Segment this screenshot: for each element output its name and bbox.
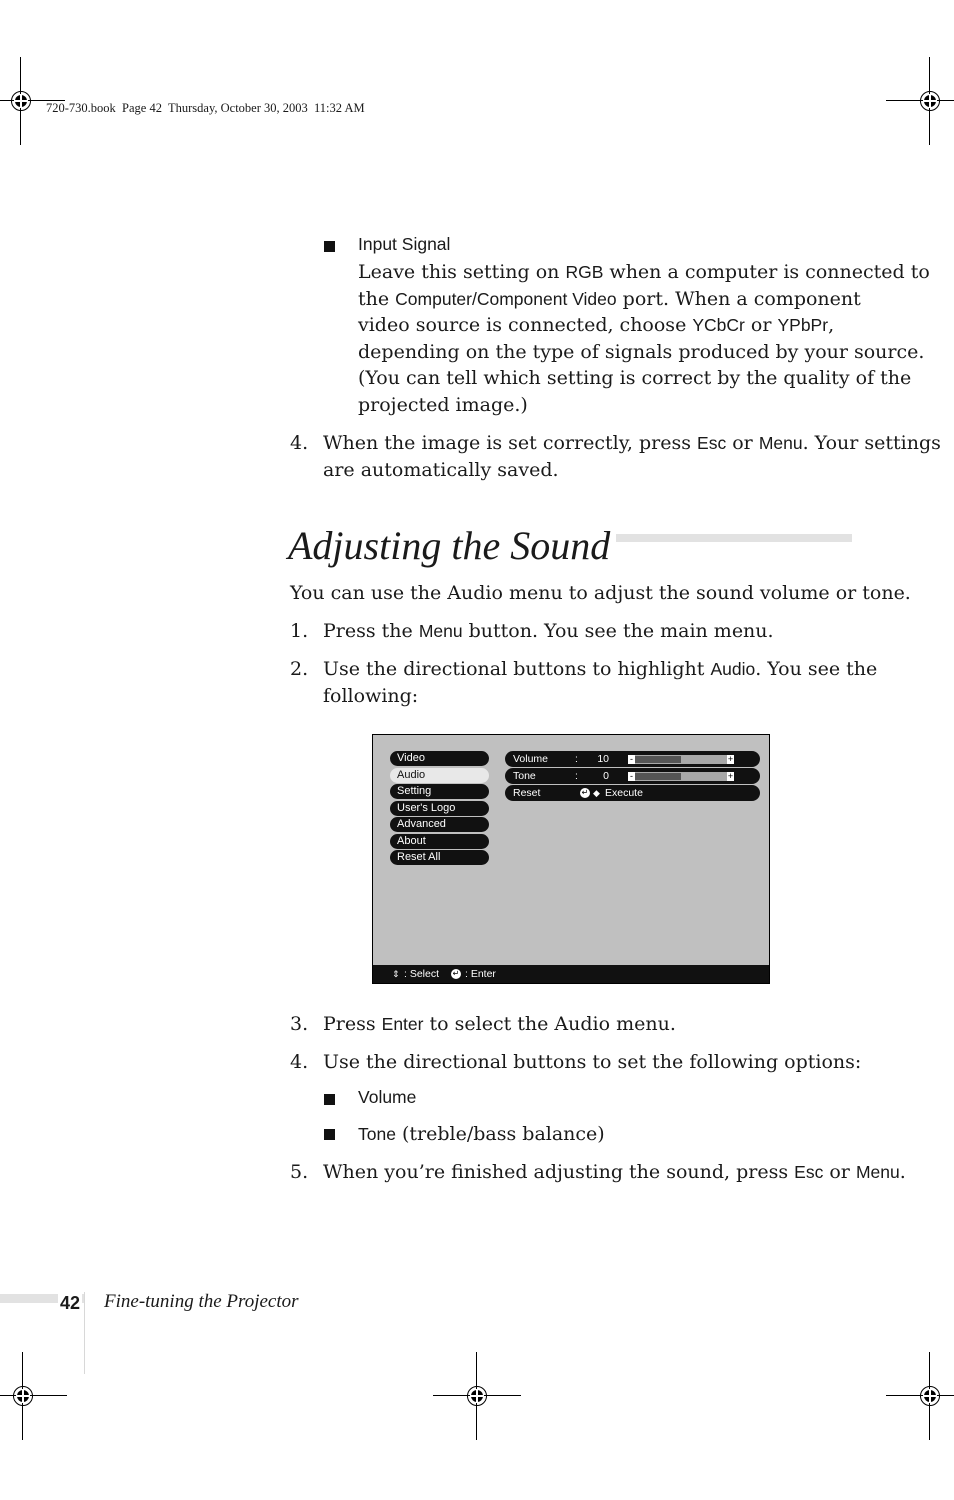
volume-slider[interactable]	[628, 755, 734, 764]
tone-row[interactable]	[505, 768, 760, 784]
step-1-text: Press the Menu button. You see the main menu.	[323, 620, 774, 642]
minus-icon: -	[630, 771, 633, 781]
menu-item-about[interactable]: About	[390, 834, 489, 849]
step-4-text: Use the directional buttons to set the following options:	[323, 1051, 862, 1073]
volume-value: 10	[597, 753, 609, 765]
tone-label: Tone	[513, 770, 536, 782]
audio-menu-screenshot	[372, 734, 770, 984]
step-4-text: When the image is set correctly, press Esc or Menu. Your settings are automatically saved.	[323, 432, 941, 481]
select-hint: : Select	[404, 968, 440, 980]
plus-icon: +	[727, 754, 734, 764]
registration-mark-top-left	[1, 81, 41, 121]
menu-item-video[interactable]: Video	[390, 751, 489, 766]
step-2-number: 2.	[290, 658, 309, 680]
step-4-number: 4.	[290, 432, 309, 454]
menu-item-reset-all[interactable]: Reset All	[390, 850, 489, 865]
section-intro: You can use the Audio menu to adjust the sound volume or tone.	[290, 582, 911, 604]
registration-mark-top-right	[910, 81, 950, 121]
chapter-title: Fine-tuning the Projector	[104, 1291, 299, 1312]
enter-hint: : Enter	[465, 968, 496, 980]
volume-slider-fill	[634, 756, 681, 763]
page-number: 42	[60, 1293, 81, 1313]
menu-item-advanced[interactable]: Advanced	[390, 817, 489, 832]
step-5-number: 5.	[290, 1161, 309, 1183]
bullet-icon	[324, 241, 335, 252]
option-tone: Tone (treble/bass balance)	[358, 1123, 605, 1145]
input-signal-description: Leave this setting on RGB when a computer is connected to the Computer/Component Video port. When a component video source is connected, choose YCbCr or YPbPr, depending on the type of signals produced by your source. (You can tell which setting is correct by the quality of the projected image.)	[358, 261, 930, 416]
enter-icon: ↵	[452, 969, 460, 978]
arrow-right-icon: ◆	[593, 788, 600, 798]
volume-label: Volume	[513, 753, 549, 765]
menu-item-user-s-logo[interactable]: User's Logo	[390, 801, 489, 816]
menu-item-setting[interactable]: Setting	[390, 784, 489, 799]
reset-row[interactable]	[505, 785, 760, 801]
input-signal-label: Input Signal	[358, 234, 451, 254]
enter-icon: ↵	[581, 788, 589, 797]
step-3-number: 3.	[290, 1013, 309, 1035]
step-5-text: When you’re finished adjusting the sound, press Esc or Menu.	[323, 1161, 906, 1183]
menu-item-audio[interactable]: Audio	[390, 768, 489, 783]
reset-label: Reset	[513, 787, 541, 799]
registration-mark-bottom-right	[910, 1376, 950, 1416]
bullet-icon	[324, 1129, 335, 1140]
tone-slider[interactable]	[628, 772, 734, 781]
volume-row[interactable]	[505, 751, 760, 767]
tone-value: 0	[603, 770, 609, 782]
tone-colon: :	[575, 770, 578, 782]
registration-mark-bottom-center	[457, 1376, 497, 1416]
volume-colon: :	[575, 753, 578, 765]
up-down-icon: ⇕	[392, 969, 400, 979]
step-1-number: 1.	[290, 620, 309, 642]
section-title: Adjusting the Sound	[288, 522, 616, 570]
registration-mark-bottom-left	[3, 1376, 43, 1416]
option-volume: Volume	[358, 1087, 417, 1107]
plus-icon: +	[727, 771, 734, 781]
status-bar	[373, 965, 769, 983]
step-3-text: Press Enter to select the Audio menu.	[323, 1013, 676, 1035]
tone-slider-fill	[634, 773, 681, 780]
step-2-text: Use the directional buttons to highlight Audio. You see the following:	[323, 658, 878, 707]
footer-vertical-rule	[84, 1292, 85, 1374]
step-4-number: 4.	[290, 1051, 309, 1073]
minus-icon: -	[630, 754, 633, 764]
bullet-icon	[324, 1094, 335, 1105]
reset-action: Execute	[605, 787, 643, 799]
file-info-header: 720-730.book Page 42 Thursday, October 30, 2003 11:32 AM	[46, 101, 365, 115]
